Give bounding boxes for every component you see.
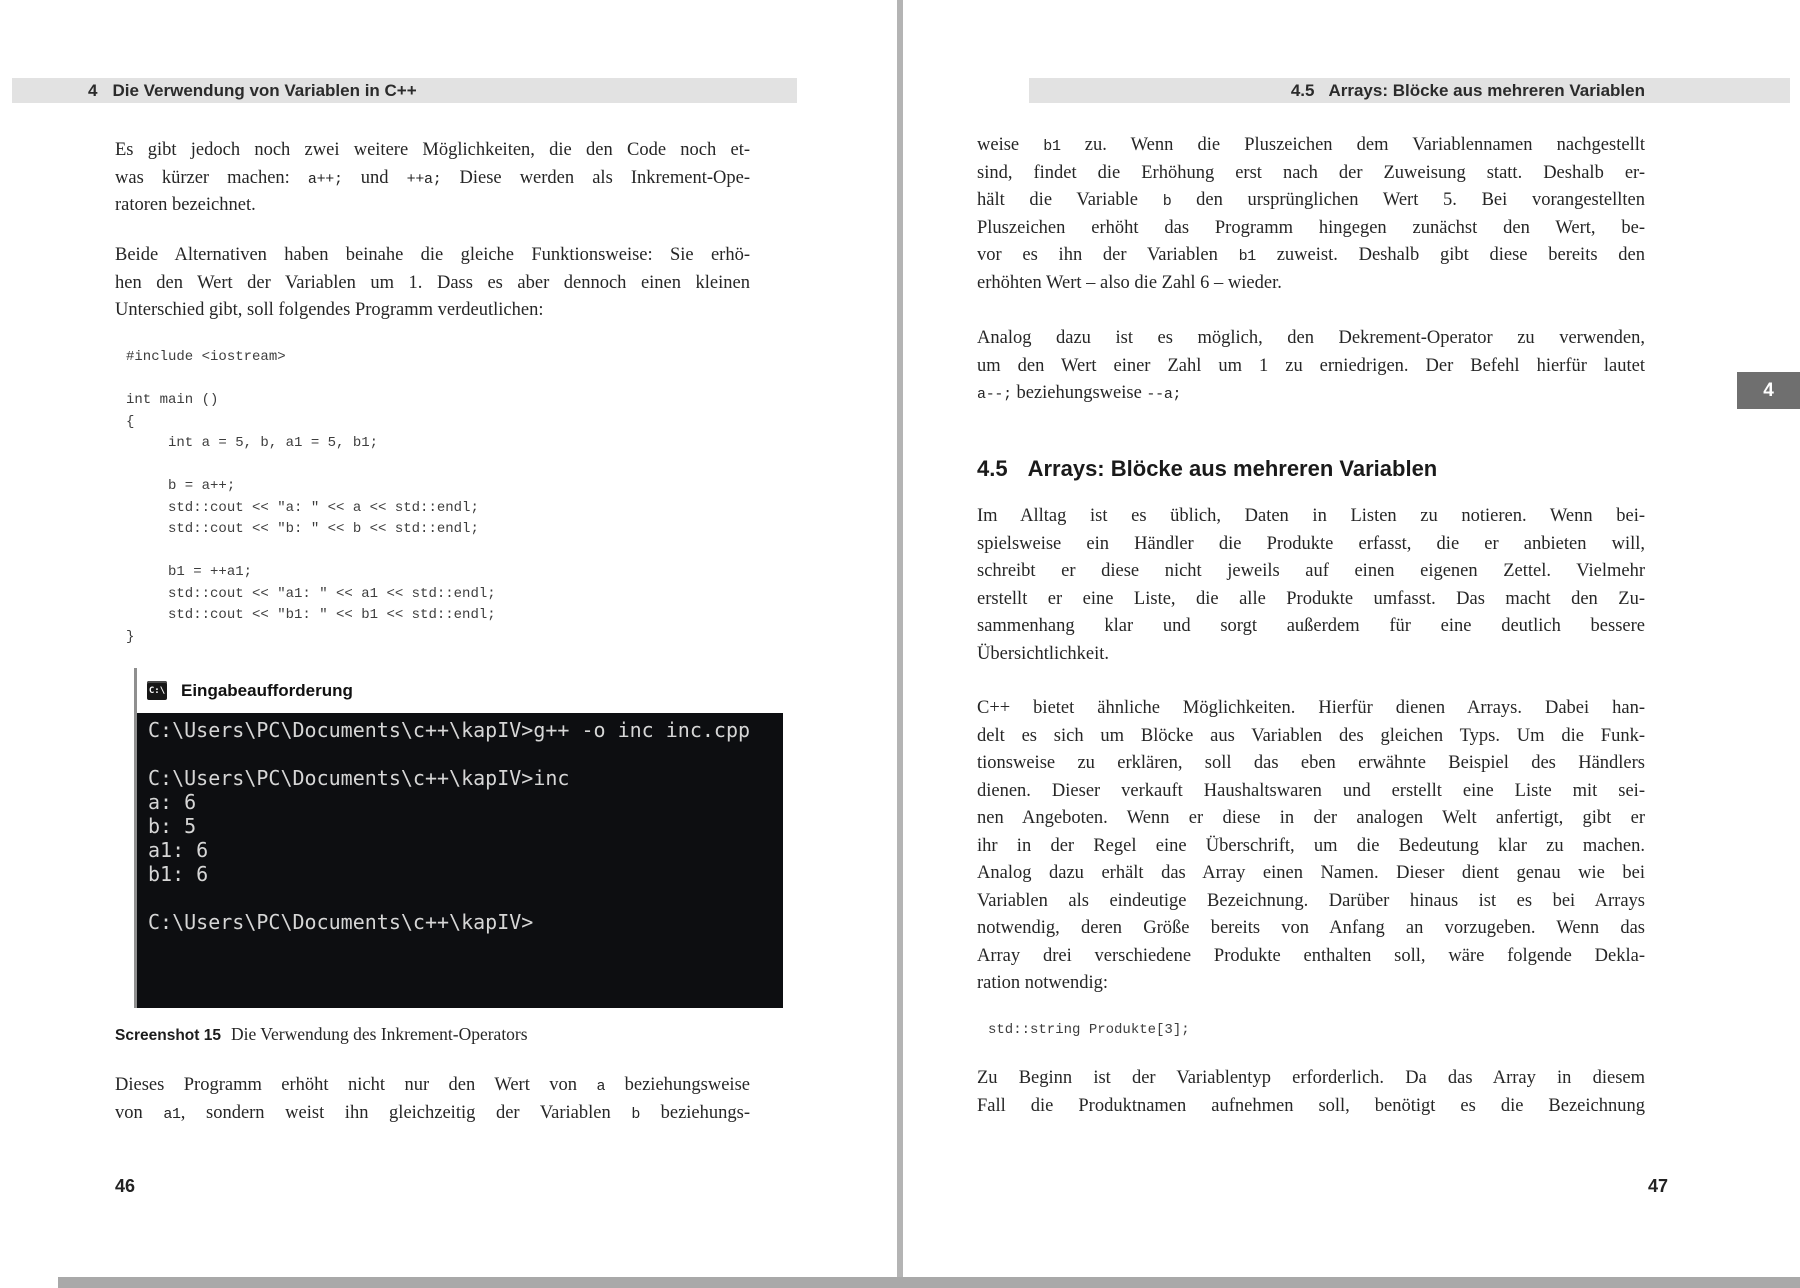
text-line [126, 541, 496, 563]
text-line: Fall die Produktnamen aufnehmen soll, benötigt es die Bezeichnung [977, 1095, 1645, 1116]
text-line: hält die Variable b den ursprünglichen Wert 5. Bei vorangestellten [977, 190, 1645, 210]
figure-caption-label: Screenshot 15 [115, 1027, 221, 1044]
text-line: Dieses Programm erhöht nicht nur den Wert von a beziehungsweise [115, 1075, 750, 1095]
inline-code: --a; [1146, 386, 1182, 403]
text-line: Übersichtlichkeit. [977, 643, 1110, 664]
section-heading [977, 456, 1437, 482]
text-line: vor es ihn der Variablen b1 zuweist. Deshalb gibt diese bereits den [977, 245, 1645, 265]
right-page-number: 47 [1647, 1176, 1668, 1196]
left-running-header [12, 78, 797, 103]
right-paragraph-5 [977, 1065, 1645, 1120]
text-line: sind, findet die Erhöhung erst nach der Zuweisung statt. Deshalb er- [977, 162, 1645, 183]
text-line [126, 455, 496, 477]
terminal-screenshot [137, 713, 783, 1008]
text-line: std::cout << "b: " << b << std::endl; [126, 521, 479, 537]
terminal-titlebar [137, 668, 783, 713]
text-line: schreibt er diese nicht jeweils auf einen eigenen Zettel. Vielmehr [977, 561, 1645, 581]
text-line: Beide Alternativen haben beinahe die gleiche Funktionsweise: Sie erhö- [115, 245, 750, 265]
text-line: std::cout << "a: " << a << std::endl; [126, 499, 479, 516]
figure-caption-text: Die Verwendung des Inkrement-Operators [230, 1024, 528, 1044]
text-line: std::cout << "b1: " << b1 << std::endl; [126, 607, 496, 623]
figure-caption [115, 1024, 528, 1045]
text-line: a--; beziehungsweise --a; [977, 383, 1182, 403]
inline-code: b [631, 1105, 641, 1123]
right-paragraph-3 [977, 503, 1645, 668]
page-gutter-divider [897, 0, 903, 1288]
text-line: a1: 6 [148, 838, 209, 862]
text-line: C:\Users\PC\Documents\c++\kapIV>g++ -o inc inc.cpp [148, 718, 751, 742]
text-line: Zu Beginn ist der Variablentyp erforderlich. Da das Array in diesem [977, 1068, 1645, 1088]
text-line: Analog dazu erhält das Array einen Namen. Dieser dient genau wie bei [977, 863, 1645, 883]
section-heading-title: Arrays: Blöcke aus mehreren Variablen [1027, 456, 1438, 481]
text-line: C++ bietet ähnliche Möglichkeiten. Hierfür dienen Arrays. Dabei han- [977, 698, 1645, 718]
text-line: int a = 5, b, a1 = 5, b1; [126, 435, 379, 451]
inline-code: a [596, 1078, 606, 1095]
text-line: b1 = ++a1; [126, 564, 253, 580]
right-header-section-number: 4.5 [1290, 80, 1315, 100]
text-line: hen den Wert der Variablen um 1. Dass es aber dennoch einen kleinen [115, 272, 750, 293]
inline-code: b1 [1238, 248, 1256, 265]
text-line: int main () [126, 392, 219, 408]
command-prompt-icon: C:\ [147, 681, 167, 700]
text-line: erstellt er eine Liste, die alle Produkte umfasst. Das macht den Zu- [977, 588, 1645, 609]
scan-bottom-edge [58, 1277, 1800, 1288]
text-line: Variablen als eindeutige Bezeichnung. Darüber hinaus ist es bei Arrays [977, 890, 1645, 911]
terminal-window-title: Eingabeaufforderung [181, 680, 353, 700]
text-line: Pluszeichen erhöht das Programm hingegen zunächst den Wert, be- [977, 217, 1645, 238]
text-line: nen Angeboten. Wenn er diese in der analogen Welt anfertigt, gibt er [977, 808, 1645, 828]
text-line: { [126, 413, 135, 430]
text-line: von a1, sondern weist ihn gleichzeitig der Variablen b beziehungs- [115, 1102, 750, 1123]
left-paragraph-2 [115, 242, 750, 325]
text-line: b: 5 [148, 814, 197, 838]
right-paragraph-4 [977, 695, 1645, 998]
right-paragraph-1 [977, 132, 1645, 297]
text-line: Unterschied gibt, soll folgendes Programm verdeutlichen: [115, 300, 544, 320]
chapter-thumb-tab: 4 [1737, 372, 1800, 409]
inline-code: b [1162, 193, 1172, 210]
text-line: a: 6 [148, 790, 197, 814]
array-declaration-code-line: std::string Produkte[3]; [988, 1022, 1190, 1038]
left-header-chapter-number: 4 [88, 80, 98, 100]
text-line: ration notwendig: [977, 973, 1109, 993]
text-line: spielsweise ein Händler die Produkte erfasst, die er anbieten will, [977, 533, 1645, 554]
inline-code: b1 [1043, 138, 1061, 155]
inline-code: a1 [163, 1105, 181, 1123]
text-line: Im Alltag ist es üblich, Daten in Listen zu notieren. Wenn bei- [977, 506, 1645, 526]
text-line: um den Wert einer Zahl um 1 zu erniedrigen. Der Befehl hierfür lautet [977, 355, 1645, 376]
right-paragraph-2 [977, 325, 1645, 408]
left-paragraph-1 [115, 137, 750, 220]
inline-code: a++; [307, 170, 343, 188]
text-line: notwendig, deren Größe bereits von Anfang an vorzugeben. Wenn das [977, 918, 1645, 938]
text-line: ihr in der Regel eine Überschrift, um die Bedeutung klar zu machen. [977, 835, 1645, 856]
text-line [148, 742, 783, 766]
text-line: ratoren bezeichnet. [115, 195, 256, 215]
text-line: erhöhten Wert – also die Zahl 6 – wieder. [977, 272, 1282, 293]
right-header-title: Arrays: Blöcke aus mehreren Variablen [1328, 80, 1645, 100]
text-line: dienen. Dieser verkauft Haushaltswaren und erstellt eine Liste mit sei- [977, 780, 1645, 801]
text-line: tionsweise zu erklären, soll das eben erwähnte Beispiel des Händlers [977, 753, 1645, 773]
text-line: b1: 6 [148, 862, 209, 886]
left-page-number: 46 [115, 1176, 136, 1196]
text-line: sammenhang klar und sorgt außerdem für eine deutlich bessere [977, 616, 1645, 636]
left-paragraph-3 [115, 1072, 750, 1127]
text-line: C:\Users\PC\Documents\c++\kapIV> [148, 910, 534, 934]
text-line: Array drei verschiedene Produkte enthalten soll, wäre folgende Dekla- [977, 945, 1645, 966]
text-line [126, 369, 496, 391]
text-line: #include <iostream> [126, 349, 286, 365]
right-running-header [1029, 78, 1790, 103]
text-line: } [126, 628, 135, 645]
section-heading-number: 4.5 [977, 456, 1008, 481]
text-line: Analog dazu ist es möglich, den Dekrement-Operator zu verwenden, [977, 328, 1645, 348]
text-line: was kürzer machen: a++; und ++a; Diese werden als Inkrement-Ope- [115, 167, 750, 188]
text-line: std::cout << "a1: " << a1 << std::endl; [126, 585, 496, 602]
text-line: delt es sich um Blöcke aus Variablen des gleichen Typs. Um die Funk- [977, 725, 1645, 746]
text-line [148, 886, 783, 910]
left-header-title: Die Verwendung von Variablen in C++ [112, 80, 417, 100]
text-line: weise b1 zu. Wenn die Pluszeichen dem Variablennamen nachgestellt [977, 135, 1645, 155]
text-line: b = a++; [126, 478, 236, 494]
text-line: C:\Users\PC\Documents\c++\kapIV>inc [148, 766, 570, 790]
text-line: Es gibt jedoch noch zwei weitere Möglichkeiten, die den Code noch et- [115, 140, 750, 160]
inline-code: ++a; [406, 170, 442, 188]
cpp-code-listing [126, 347, 496, 648]
inline-code: a--; [977, 386, 1012, 403]
